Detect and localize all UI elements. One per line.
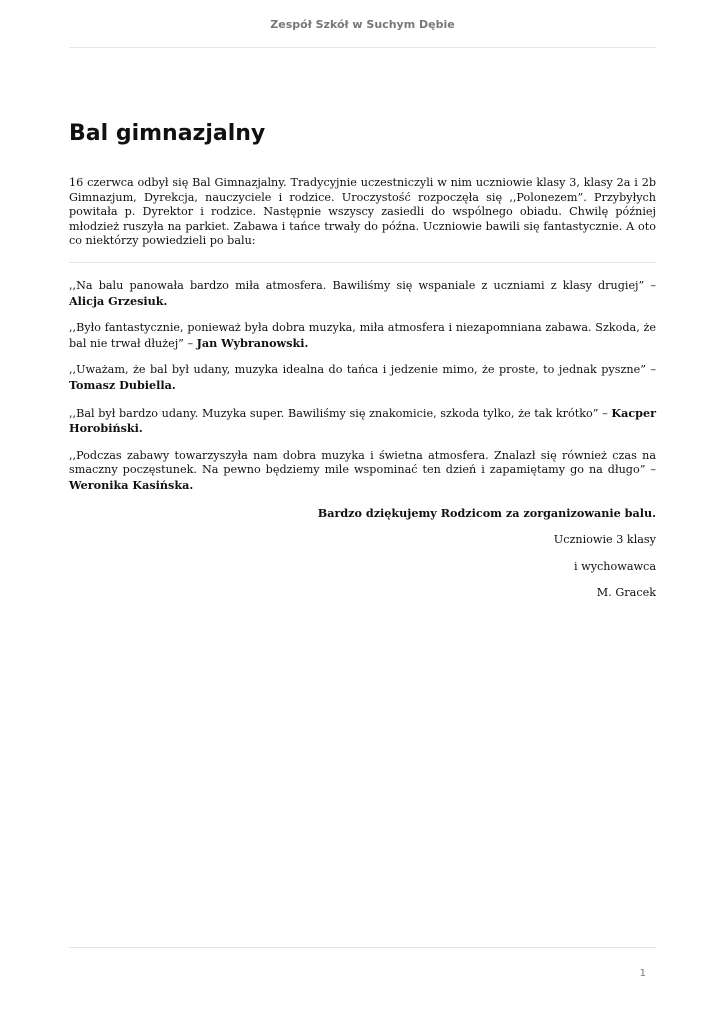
quote-author: Tomasz Dubiella. (69, 377, 176, 392)
page-number: 1 (639, 968, 646, 979)
quote-paragraph (69, 449, 656, 494)
quote-author: Kacper Horobiński. (69, 405, 656, 436)
quote-author: Weronika Kasińska. (69, 477, 194, 492)
quote-text: ,,Podczas zabawy towarzyszyła nam dobra muzyka i świetna atmosfera. Znalazł się również czas na smaczny poczęstunek. Na pewno będziemy mile wspominać ten dzień i zapamiętamy go na długo” – (69, 448, 656, 477)
signature-line-1: Uczniowie 3 klasy (553, 533, 656, 547)
thanks-line (69, 506, 656, 522)
quote-paragraph (69, 279, 656, 309)
quote-text: ,,Bal był bardzo udany. Muzyka super. Bawiliśmy się znakomicie, szkoda tylko, że tak krótko” – (69, 406, 612, 420)
quote-text: ,,Było fantastycznie, ponieważ była dobra muzyka, miła atmosfera i niezapomniana zabawa. Szkoda, że bal nie trwał dłużej” – (69, 321, 656, 350)
quote-paragraph (69, 321, 656, 351)
quote-author: Jan Wybranowski. (196, 335, 309, 350)
quote-paragraph (69, 363, 656, 393)
signature-line-3: M. Gracek (596, 586, 656, 600)
section-divider (69, 262, 656, 263)
page-header (69, 0, 656, 48)
article-content (69, 176, 656, 613)
quote-author: Alicja Grzesiuk. (69, 293, 168, 308)
quote-text: ,,Na balu panowała bardzo miła atmosfera. Bawiliśmy się wspaniale z uczniami z klasy drugiej” – (69, 278, 656, 292)
article-title: Bal gimnazjalny (69, 121, 266, 146)
quote-paragraph (69, 406, 656, 437)
thanks-text: Bardzo dziękujemy Rodzicom za zorganizowanie balu. (317, 505, 656, 520)
site-name: Zespół Szkół w Suchym Dębie (270, 18, 455, 31)
footer-divider (69, 947, 656, 948)
article-intro: 16 czerwca odbył się Bal Gimnazjalny. Tradycyjnie uczestniczyli w nim uczniowie klasy 3, klasy 2a i 2b Gimnazjum, Dyrekcja, nauczyciele i rodzice. Uroczystość rozpoczęła się ,,Polonezem”. Przybyłych powitała p. Dyrektor i rodzice. Następnie wszyscy zasiedli do wspólnego obiadu. Chwilę później młodzież ruszyła na parkiet. Zabawa i tańce trwały do późna. Uczniowie bawili się fantastycznie. A oto co niektórzy powiedzieli po balu: (69, 176, 656, 248)
signature-line-2: i wychowawca (574, 559, 656, 573)
quote-text: ,,Uważam, że bal był udany, muzyka idealna do tańca i jedzenie mimo, że proste, to jednak pyszne” – (69, 363, 656, 377)
